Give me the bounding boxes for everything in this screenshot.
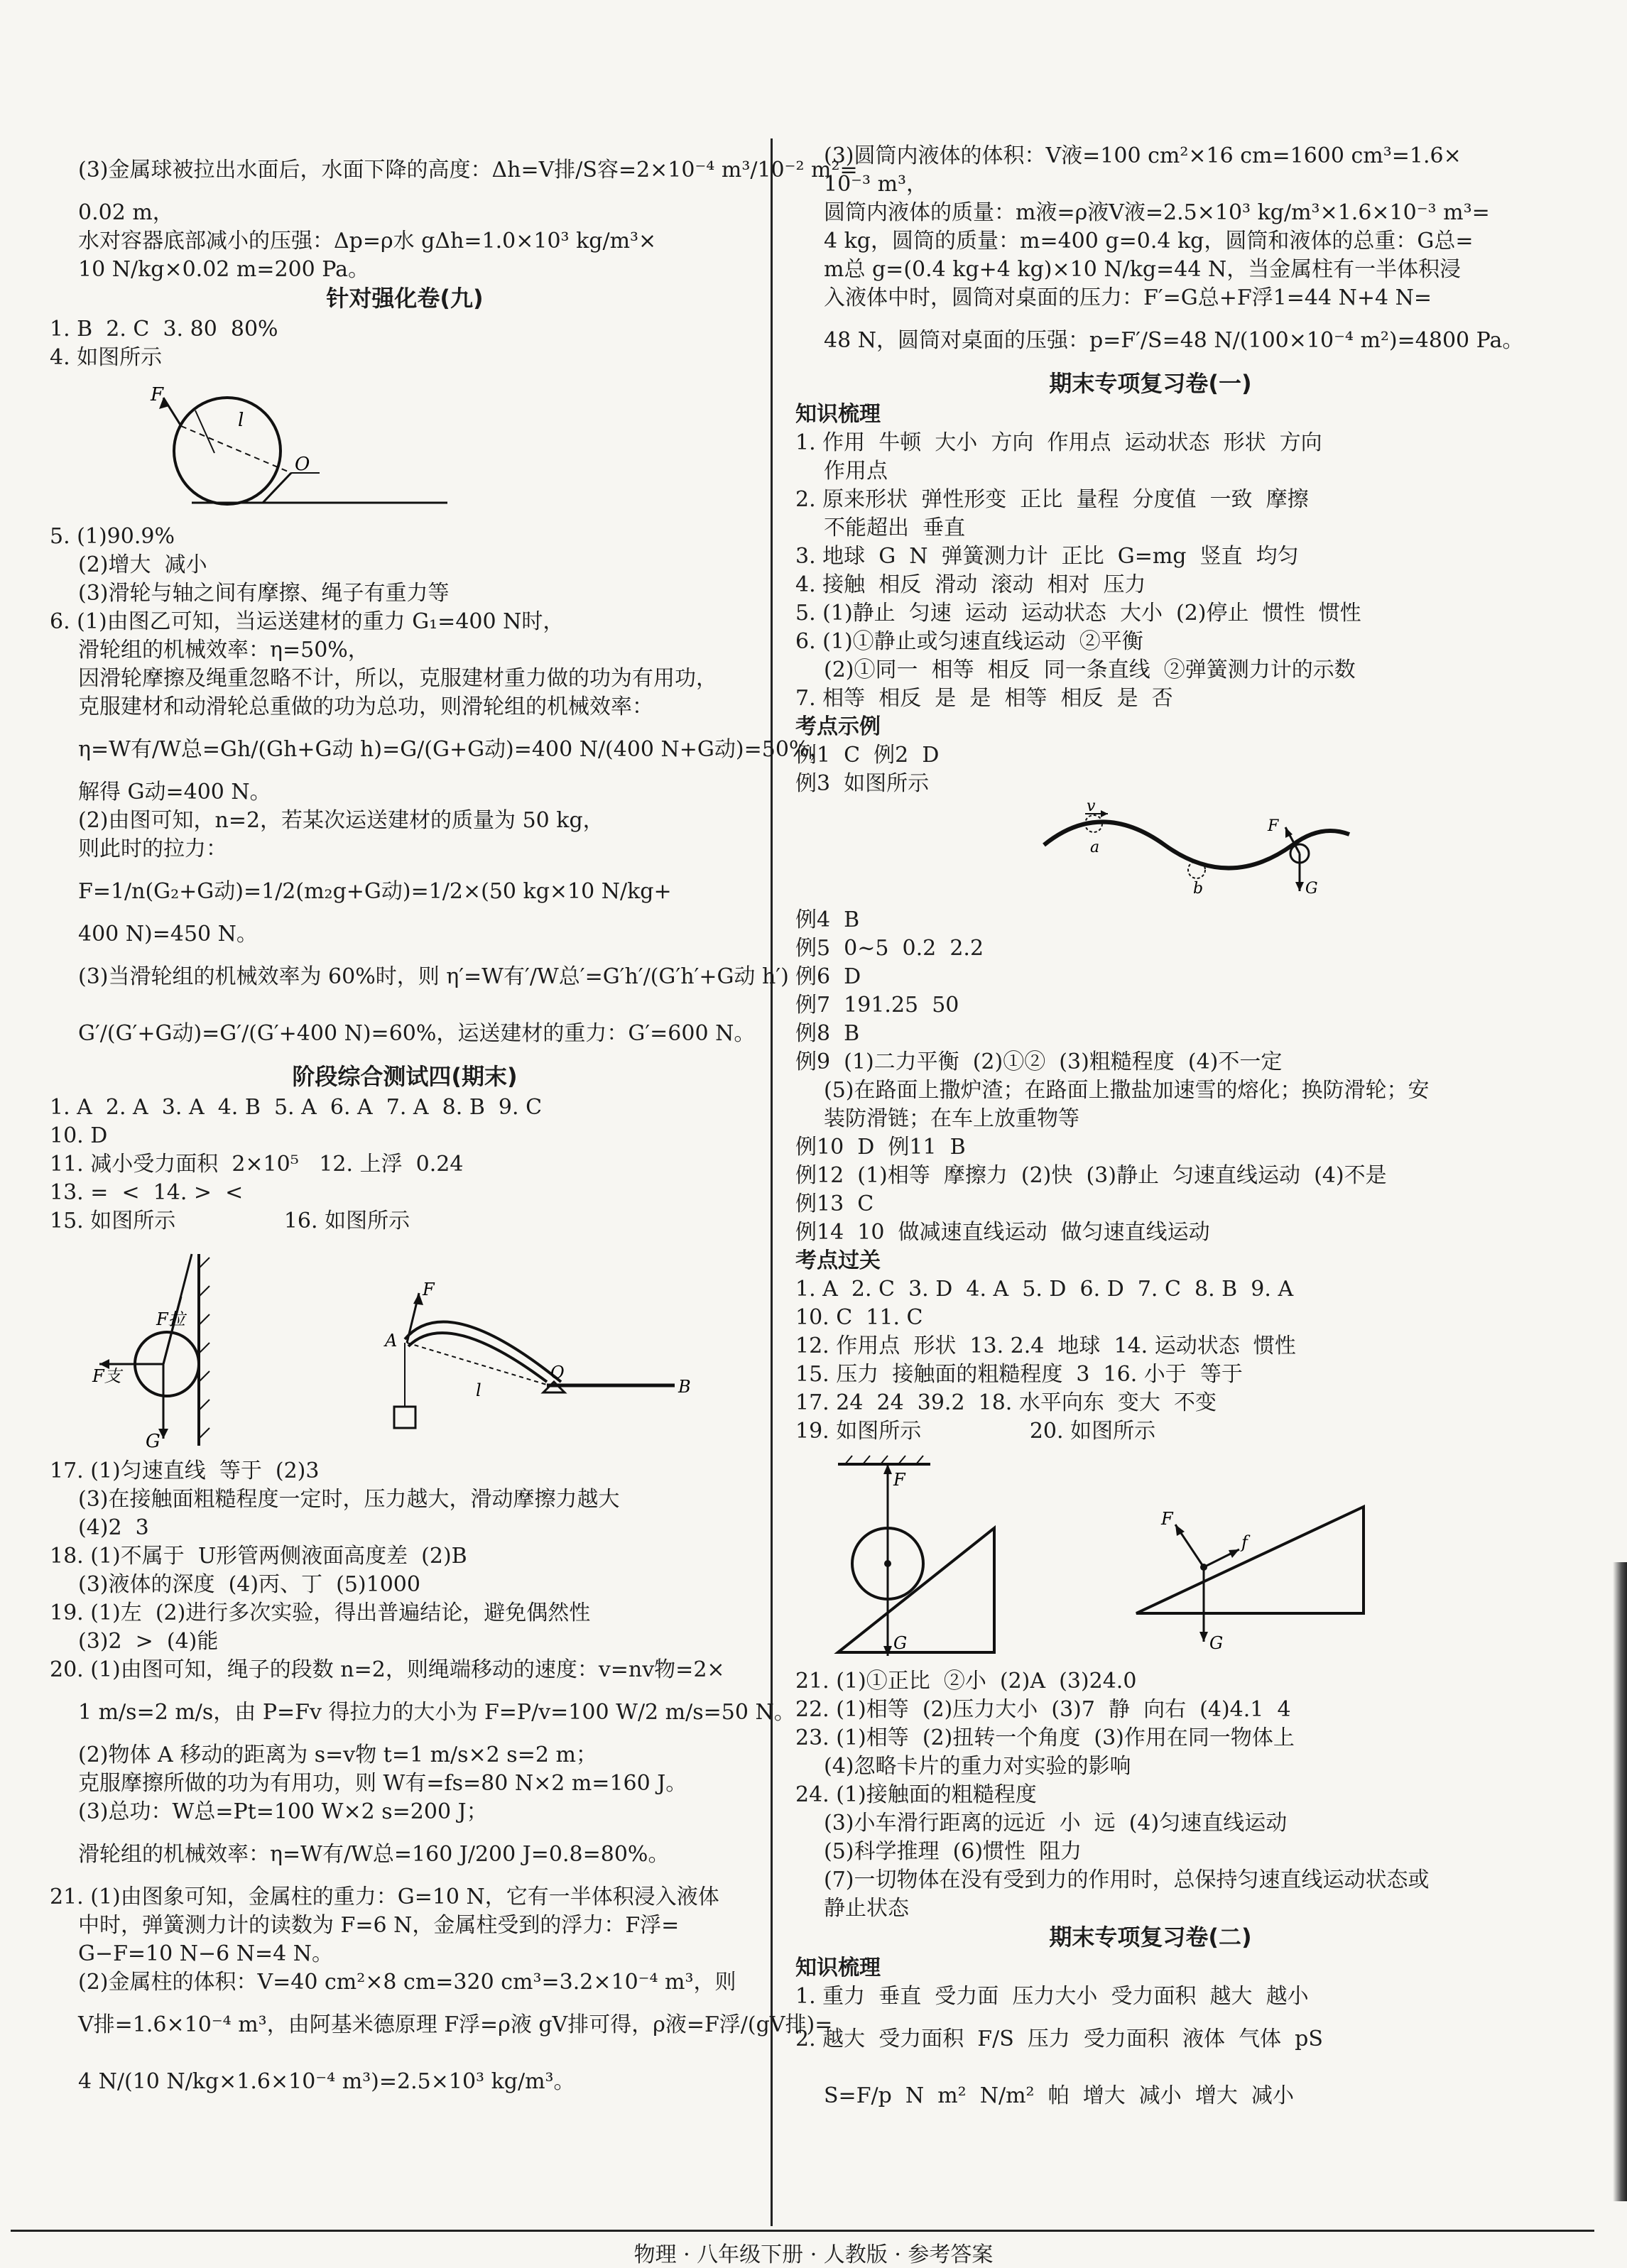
subsection-title: 知识梳理 (795, 402, 881, 427)
page-footer: 物理 · 八年级下册 · 人教版 · 参考答案 (633, 2242, 994, 2267)
text-line: 中时，弹簧测力计的读数为 F=6 N，金属柱受到的浮力：F浮= (78, 1913, 680, 1938)
text-line: 1. A 2. A 3. A 4. B 5. A 6. A 7. A 8. B 9. C (50, 1095, 543, 1120)
text-line: 1. A 2. C 3. D 4. A 5. D 6. D 7. C 8. B 9. A (795, 1277, 1294, 1302)
text-line: 17. 24 24 39.2 18. 水平向东 变大 不变 (795, 1390, 1217, 1415)
text-line: 例12 (1)相等 摩擦力 (2)快 (3)静止 匀速直线运动 (4)不是 (795, 1163, 1387, 1188)
text-line: (5)在路面上撒炉渣；在路面上撒盐加速雪的熔化；换防滑轮；安 (824, 1078, 1430, 1103)
text-line: 例13 C (795, 1192, 874, 1216)
text-line: 3. 地球 G N 弹簧测力计 正比 G=mg 竖直 均匀 (795, 544, 1299, 569)
text-line: (4)忽略卡片的重力对实验的影响 (824, 1754, 1131, 1779)
text-line: 10 N/kg×0.02 m=200 Pa。 (78, 257, 370, 282)
text-line: 4. 接触 相反 滑动 滚动 相对 压力 (795, 572, 1146, 597)
label-F: F (151, 384, 164, 405)
text-line: 4. 如图所示 (50, 345, 163, 370)
text-line: η=W有/W总=Gh/(Gh+G动 h)=G/(G+G动)=400 N/(400 N+G动)=50%， (78, 737, 831, 762)
text-line: (3)液体的深度 (4)丙、丁 (5)1000 (78, 1572, 420, 1597)
text-line: 滑轮组的机械效率：η=50%， (78, 638, 369, 663)
text-line: (2)①同一 相等 相反 同一条直线 ②弹簧测力计的示数 (824, 658, 1356, 682)
text-line: 21. (1)①正比 ②小 (2)A (3)24.0 (795, 1669, 1137, 1694)
label-b: b (1193, 880, 1204, 898)
text-line: 例8 B (795, 1021, 860, 1046)
text-line: m总 g=(0.4 kg+4 kg)×10 N/kg=44 N，当金属柱有一半体积浸 (824, 257, 1462, 282)
text-line: 18. (1)不属于 U形管两侧液面高度差 (2)B (50, 1544, 467, 1569)
label-O: O (550, 1363, 565, 1383)
text-line: 12. 作用点 形状 13. 2.4 地球 14. 运动状态 惯性 (795, 1334, 1296, 1358)
text-line: G′/(G′+G动)=G′/(G′+400 N)=60%，运送建材的重力：G′=600 N。 (78, 1021, 756, 1046)
text-line: (7)一切物体在没有受到力的作用时，总保持匀速直线运动状态或 (824, 1868, 1430, 1892)
text-line: 20. (1)由图可知，绳子的段数 n=2，则绳端移动的速度：v=nv物=2× (50, 1657, 725, 1682)
text-line: G−F=10 N−6 N=4 N。 (78, 1941, 334, 1966)
text-line: 1. 作用 牛顿 大小 方向 作用点 运动状态 形状 方向 (795, 430, 1322, 455)
text-line: 6. (1)由图乙可知，当运送建材的重力 G₁=400 N时， (50, 609, 565, 634)
label-G: G (1209, 1633, 1224, 1653)
text-line: 静止状态 (824, 1896, 909, 1921)
subsection-title: 考点过关 (795, 1248, 881, 1273)
text-line: 水对容器底部减小的压强：Δp=ρ水 gΔh=1.0×10³ kg/m³× (78, 229, 657, 253)
label-F: F (1161, 1509, 1173, 1529)
text-line: 22. (1)相等 (2)压力大小 (3)7 静 向右 (4)4.1 4 (795, 1697, 1291, 1722)
text-line: 2. 越大 受力面积 F/S 压力 受力面积 液体 气体 pS (795, 2027, 1323, 2051)
text-line: (3)小车滑行距离的远近 小 远 (4)匀速直线运动 (824, 1811, 1288, 1836)
figure-example-3-wave-track (795, 797, 1506, 902)
label-F: F (1268, 817, 1279, 835)
text-line: 1. 重力 垂直 受力面 压力大小 受力面积 越大 越小 (795, 1984, 1309, 2009)
text-line: 4 N/(10 N/kg×1.6×10⁻⁴ m³)=2.5×10³ kg/m³。 (78, 2069, 575, 2094)
text-line: 例9 (1)二力平衡 (2)①② (3)粗糙程度 (4)不一定 (795, 1050, 1283, 1074)
text-line: 滑轮组的机械效率：η=W有/W总=160 J/200 J=0.8=80%。 (78, 1842, 670, 1867)
figure-4-lever-ball (50, 376, 547, 518)
label-F-zhi: F支 (92, 1366, 121, 1386)
text-line: 例7 191.25 50 (795, 993, 959, 1018)
text-line: 11. 减小受力面积 2×10⁵ 12. 上浮 0.24 (50, 1152, 464, 1177)
text-line: (3)在接触面粗糙程度一定时，压力越大，滑动摩擦力越大 (78, 1487, 620, 1512)
text-line: 不能超出 垂直 (824, 516, 966, 540)
text-line: 入液体中时，圆筒对桌面的压力：F′=G总+F浮1=44 N+4 N= (824, 285, 1432, 310)
text-line: 1 m/s=2 m/s，由 P=Fv 得拉力的大小为 F=P/v=100 W/2 m/s=50 N。 (78, 1700, 795, 1725)
text-line: 48 N，圆筒对桌面的压强：p=F′/S=48 N/(100×10⁻⁴ m²)=4800 Pa。 (824, 328, 1524, 353)
footer-rule (11, 2230, 1594, 2232)
label-G: G (1305, 880, 1318, 898)
text-line: S=F/p N m² N/m² 帕 增大 减小 增大 减小 (824, 2083, 1294, 2108)
text-line: 400 N)=450 N。 (78, 922, 258, 947)
right-column (795, 142, 1524, 2125)
section-title: 阶段综合测试四(期末) (292, 1063, 518, 1090)
text-line: (4)2 3 (78, 1515, 149, 1540)
text-line: F=1/n(G₂+G动)=1/2(m₂g+G动)=1/2×(50 kg×10 N/kg+ (78, 879, 672, 904)
label-G: G (893, 1633, 908, 1653)
text-line: 10. D (50, 1123, 108, 1148)
text-line: 19. 如图所示 20. 如图所示 (795, 1419, 1156, 1444)
text-line: 例5 0~5 0.2 2.2 (795, 936, 984, 961)
text-line: (2)金属柱的体积：V=40 cm²×8 cm=320 cm³=3.2×10⁻⁴ m³，则 (78, 1970, 736, 1995)
scan-edge-shadow (1613, 1562, 1627, 2201)
text-line: 装防滑链；在车上放重物等 (824, 1106, 1079, 1131)
label-B: B (678, 1377, 691, 1397)
label-l: l (238, 410, 244, 431)
column-divider (771, 138, 773, 2226)
text-line: (3)2 > (4)能 (78, 1629, 219, 1654)
text-line: (3)当滑轮组的机械效率为 60%时，则 η′=W有′/W总′=G′h′/(G′h′+G动 h′) (78, 964, 789, 989)
text-line: 4 kg，圆筒的质量：m=400 g=0.4 kg，圆筒和液体的总重：G总= (824, 229, 1474, 253)
text-line: V排=1.6×10⁻⁴ m³，由阿基米德原理 F浮=ρ液 gV排可得，ρ液=F浮/(gV排)= (78, 2012, 833, 2037)
text-line: 10. C 11. C (795, 1305, 923, 1330)
label-O: O (295, 454, 310, 475)
text-line: 例3 如图所示 (795, 771, 930, 796)
text-line: 例1 C 例2 D (795, 743, 940, 768)
text-line: (2)物体 A 移动的距离为 s=v物 t=1 m/s×2 s=2 m； (78, 1743, 597, 1767)
text-line: 克服摩擦所做的功为有用功，则 W有=fs=80 N×2 m=160 J。 (78, 1771, 687, 1796)
label-f: f (1241, 1532, 1248, 1552)
text-line: (2)由图可知，n=2，若某次运送建材的质量为 50 kg， (78, 808, 604, 833)
text-line: (3)滑轮与轴之间有摩擦、绳子有重力等 (78, 581, 450, 606)
text-line: (5)科学推理 (6)惯性 阻力 (824, 1839, 1082, 1864)
subsection-title: 考点示例 (795, 714, 881, 739)
text-line: 24. (1)接触面的粗糙程度 (795, 1782, 1037, 1807)
text-line: 则此时的拉力： (78, 836, 227, 861)
label-F: F (893, 1470, 905, 1490)
text-line: (3)总功：W总=Pt=100 W×2 s=200 J； (78, 1799, 488, 1824)
text-line: 例10 D 例11 B (795, 1135, 966, 1160)
section-title: 针对强化卷(九) (326, 285, 484, 312)
section-title: 期末专项复习卷(二) (1049, 1924, 1252, 1951)
text-line: 19. (1)左 (2)进行多次实验，得出普遍结论，避免偶然性 (50, 1601, 591, 1625)
text-line: 例6 D (795, 964, 861, 989)
text-line: 解得 G动=400 N。 (78, 780, 271, 805)
text-line: 6. (1)①静止或匀速直线运动 ②平衡 (795, 629, 1143, 654)
text-line: 1. B 2. C 3. 80 80% (50, 317, 278, 342)
text-line: 10⁻³ m³， (824, 172, 928, 197)
text-line: 7. 相等 相反 是 是 相等 相反 是 否 (795, 686, 1173, 711)
text-line: 圆筒内液体的质量：m液=ρ液V液=2.5×10³ kg/m³×1.6×10⁻³ m³= (824, 200, 1490, 225)
text-line: 15. 如图所示 16. 如图所示 (50, 1209, 410, 1233)
text-line: 2. 原来形状 弹性形变 正比 量程 分度值 一致 摩擦 (795, 487, 1309, 512)
text-line: 17. (1)匀速直线 等于 (2)3 (50, 1459, 320, 1483)
label-a: a (1090, 839, 1100, 856)
text-line: 13. = < 14. > < (50, 1180, 244, 1205)
subsection-title: 知识梳理 (795, 1956, 881, 1980)
text-line: 5. (1)90.9% (50, 524, 175, 549)
label-F: F (423, 1280, 435, 1299)
label-v: v (1087, 797, 1096, 815)
text-line: 0.02 m， (78, 200, 174, 225)
figures-19-20 (795, 1450, 1506, 1663)
text-line: (2)增大 减小 (78, 552, 207, 577)
text-line: (3)金属球被拉出水面后，水面下降的高度：Δh=V排/S容=2×10⁻⁴ m³/10⁻² m²= (78, 158, 858, 182)
text-line: 15. 压力 接触面的粗糙程度 3 16. 小于 等于 (795, 1362, 1243, 1387)
text-line: 例14 10 做减速直线运动 做匀速直线运动 (795, 1220, 1210, 1245)
label-l: l (476, 1380, 481, 1400)
text-line: 5. (1)静止 匀速 运动 运动状态 大小 (2)停止 惯性 惯性 (795, 601, 1361, 626)
label-A: A (385, 1331, 398, 1351)
text-line: 例4 B (795, 907, 860, 932)
text-line: 23. (1)相等 (2)扭转一个角度 (3)作用在同一物体上 (795, 1725, 1295, 1750)
label-G: G (146, 1431, 160, 1452)
section-title: 期末专项复习卷(一) (1049, 370, 1252, 397)
label-F-la: F拉 (156, 1309, 185, 1329)
text-line: (3)圆筒内液体的体积：V液=100 cm²×16 cm=1600 cm³=1.6× (824, 143, 1462, 168)
text-line: 克服建材和动滑轮总重做的功为总功，则滑轮组的机械效率： (78, 694, 653, 719)
figures-15-16 (50, 1240, 689, 1453)
text-line: 21. (1)由图象可知，金属柱的重力：G=10 N，它有一半体积浸入液体 (50, 1885, 719, 1909)
text-line: 作用点 (824, 459, 888, 484)
text-line: 因滑轮摩擦及绳重忽略不计，所以，克服建材重力做的功为有用功， (78, 666, 717, 691)
